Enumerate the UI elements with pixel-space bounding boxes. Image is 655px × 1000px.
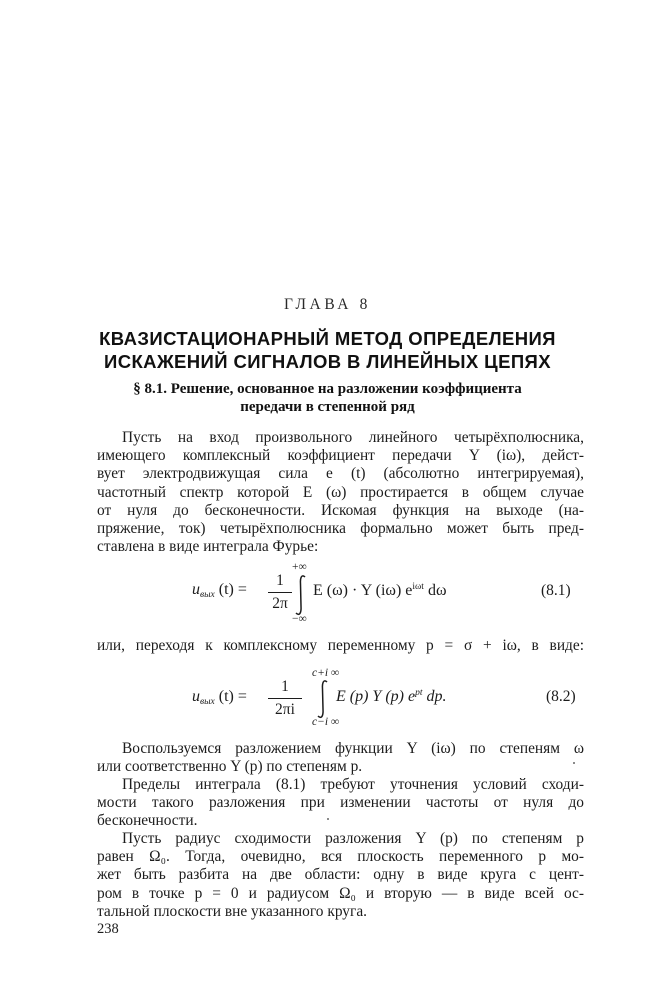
text-line: ром в точке p = 0 и радиусом Ω₀ и вторую — в виде всей ос- [97,884,584,902]
paragraph-expansion [97,740,584,776]
differential: dω [423,582,447,599]
print-speck [573,762,575,764]
fraction [268,678,302,719]
paragraph-limits [97,776,584,831]
symbol-u: u [192,581,200,598]
lower-limit: −∞ [292,613,307,625]
formula-integrand [336,688,446,706]
upper-limit: c+i ∞ [312,667,340,679]
text-line: имеющего комплексный коэффициент передачи Y (iω), дейст- [97,447,584,465]
subscript-vyh: вых [200,590,215,600]
text-line: мости такого разложения при изменении частоты от нуля до [97,794,584,812]
text-line: или соответственно Y (p) по степеням p. [97,758,363,776]
text-line: ставлена в виде интеграла Фурье: [97,538,319,556]
text-line: бесконечности. [97,812,198,830]
chapter-title-line-1: КВАЗИСТАЦИОНАРНЫЙ МЕТОД ОПРЕДЕЛЕНИЯ [99,328,556,349]
integral-sign-icon [294,574,308,616]
upper-limit: +∞ [292,561,307,573]
text-line: тальной плоскости вне указанного круга. [97,902,367,920]
text-line: Пусть радиус сходимости разложения Y (p) по степеням p [122,830,584,847]
formula-lhs [192,688,247,707]
text-line: равен Ω₀. Тогда, очевидно, вся плоскость переменного p мо- [97,848,584,866]
text-line: частотный спектр которой E (ω) простирается в общем случае [97,483,584,501]
paragraph-radius [97,830,584,921]
chapter-label: ГЛАВА 8 [284,296,371,313]
page-number: 238 [97,921,119,937]
lhs-arg: (t) = [214,688,247,705]
formula-lhs [192,581,247,600]
text-line: вует электродвижущая сила e (t) (абсолютно интегрируемая), [97,465,584,483]
formula-integrand [313,582,446,600]
text-line: пряжение, ток) четырёхполюсника формально может быть пред- [97,520,584,538]
integral-sign-icon [316,679,330,719]
chapter-title-line-2: ИСКАЖЕНИЙ СИГНАЛОВ В ЛИНЕЙНЫХ ЦЕПЯХ [104,351,551,372]
equation-number: (8.1) [541,582,571,599]
text-line: Пределы интеграла (8.1) требуют уточнения условий сходи- [122,776,584,793]
exponent: pt [415,688,423,698]
numerator: 1 [276,572,284,589]
exponent: iωt [412,582,424,592]
text-line: от нуля до бесконечности. Искомая функция на выходе (на- [97,501,584,519]
differential: dp. [422,688,447,705]
denominator: 2πi [275,701,295,718]
print-speck [327,818,329,820]
transition-text: или, переходя к комплексному переменному p = σ + iω, в виде: [97,637,584,654]
fraction-bar [268,592,292,593]
section-heading-line-2: передачи в степенной ряд [240,399,415,415]
text-line: Воспользуемся разложением функции Y (iω) по степеням ω [122,740,584,757]
subscript-vyh: вых [200,697,215,707]
section-heading-line-1: § 8.1. Решение, основанное на разложении коэффициента [133,381,522,397]
integrand: E (p) Y (p) e [336,688,416,705]
denominator: 2π [272,595,288,612]
text-line: жет быть разбита на две области: одну в виде круга с цент- [97,866,584,884]
paragraph-intro [97,429,584,556]
symbol-u: u [192,688,200,705]
numerator: 1 [281,678,289,695]
fraction [268,572,292,613]
lhs-arg: (t) = [214,581,247,598]
fraction-bar [268,698,302,699]
lower-limit: c−i ∞ [312,716,340,728]
text-line: Пусть на вход произвольного линейного четырёхполюсника, [122,429,584,446]
integrand: E (ω) · Y (iω) e [313,582,413,599]
equation-number: (8.2) [546,688,576,705]
